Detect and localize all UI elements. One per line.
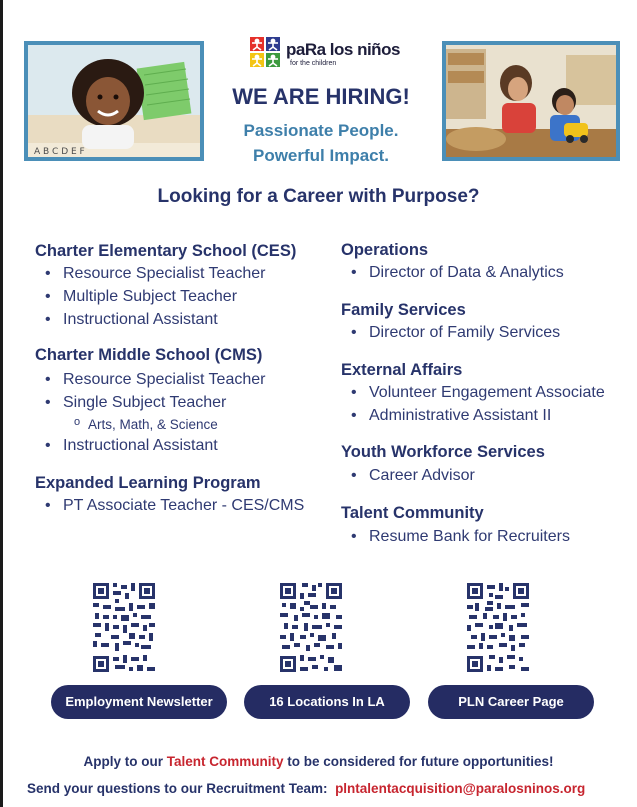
footer-text-before: Apply to our [83,754,167,769]
tagline-line-2: Powerful Impact. [252,146,390,165]
job-subitem: o Arts, Math, & Science [88,417,218,432]
job-item: • Single Subject Teacher [63,394,226,412]
section-title-cms: Charter Middle School (CMS) [35,346,263,364]
section-title-talent-community: Talent Community [341,504,484,522]
job-item: • Career Advisor [369,467,475,485]
logo-wordmark: paRa los niños [286,40,400,59]
child-photo [24,41,204,161]
locations-button[interactable]: 16 Locations In LA [244,685,410,719]
footer-line-1 [0,754,637,769]
recruitment-email-link[interactable]: plntalentacquisition@paralosninos.org [335,781,586,796]
section-title-external-affairs: External Affairs [341,361,463,379]
job-item: • PT Associate Teacher - CES/CMS [63,497,304,515]
section-title-youth-workforce: Youth Workforce Services [341,443,545,461]
career-page-button[interactable]: PLN Career Page [428,685,594,719]
section-title-elp: Expanded Learning Program [35,474,261,492]
job-item: • Multiple Subject Teacher [63,288,237,306]
job-item: • Resume Bank for Recruiters [369,528,570,546]
page-edge-rule [0,0,3,807]
job-item: • Volunteer Engagement Associate [369,384,605,402]
job-item: • Administrative Assistant II [369,407,551,425]
classroom-photo [442,41,620,161]
headline: WE ARE HIRING! [232,84,410,109]
footer-text-after: to be considered for future opportunities! [283,754,554,769]
section-title-ces: Charter Elementary School (CES) [35,242,297,260]
employment-newsletter-button[interactable]: Employment Newsletter [51,685,227,719]
job-item: • Resource Specialist Teacher [63,371,265,389]
section-title-operations: Operations [341,241,429,259]
footer-line-2 [27,781,585,796]
section-title-family-services: Family Services [341,301,466,319]
page-question: Looking for a Career with Purpose? [157,186,480,207]
job-item: • Director of Family Services [369,324,560,342]
qr-code-icon[interactable] [467,583,529,672]
qr-code-icon[interactable] [93,583,155,672]
footer-contact-label: Send your questions to our Recruitment Team: [27,781,328,796]
job-item: • Instructional Assistant [63,311,218,329]
job-item: • Resource Specialist Teacher [63,265,265,283]
tagline-line-1: Passionate People. [243,121,399,140]
talent-community-link[interactable]: Talent Community [166,754,284,769]
logo-subtext: for the children [290,60,337,67]
job-item: • Director of Data & Analytics [369,264,564,282]
svg-text:A B C D E F: A B C D E F [34,147,85,157]
qr-code-icon[interactable] [280,583,342,672]
job-item: • Instructional Assistant [63,437,218,455]
